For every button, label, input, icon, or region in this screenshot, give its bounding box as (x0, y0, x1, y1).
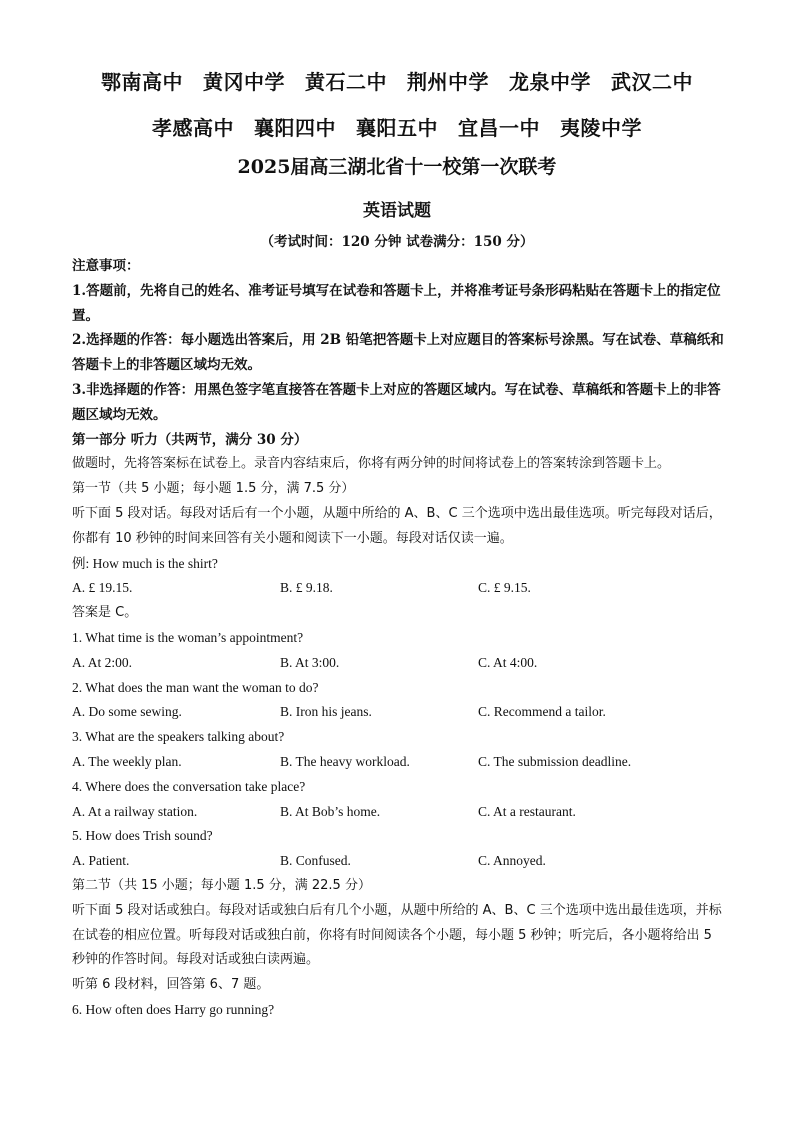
school-name: 荆州中学 (407, 70, 489, 94)
option-b: B. £ 9.18. (280, 580, 333, 596)
school-list-row-2 (0, 112, 794, 141)
section1-heading: 第一节（共 5 小题；每小题 1.5 分，满 7.5 分） (72, 481, 355, 497)
school-name: 鄂南高中 (101, 70, 183, 94)
option-b: B. The heavy workload. (280, 753, 410, 769)
question-options (72, 800, 724, 825)
question: 2. What does the man want the woman to do? (72, 679, 319, 695)
option-c: C. At 4:00. (478, 654, 538, 670)
note-item: 3.非选择题的作答：用黑色签字笔直接答在答题卡上对应的答题区域内。写在试卷、草稿纸和答题卡上的非答题区域均无效。 (72, 381, 721, 423)
school-name: 襄阳四中 (254, 116, 336, 140)
school-name: 孝感高中 (152, 116, 234, 140)
option-c: C. The submission deadline. (478, 753, 632, 769)
question: 5. How does Trish sound? (72, 828, 213, 844)
notes-heading: 注意事项： (72, 258, 140, 274)
option-b: B. At 3:00. (280, 654, 340, 670)
question: 3. What are the speakers talking about? (72, 729, 285, 745)
question-options (72, 750, 724, 775)
question-options (72, 849, 724, 874)
subject-title: 英语试题 (363, 201, 431, 221)
option-a: A. Patient. (72, 853, 130, 869)
material-note: 听第 6 段材料，回答第 6、7 题。 (72, 977, 270, 993)
option-c: C. Recommend a tailor. (478, 704, 606, 720)
school-name: 夷陵中学 (560, 116, 642, 140)
question: 4. Where does the conversation take place? (72, 778, 306, 794)
school-name: 襄阳五中 (356, 116, 438, 140)
time-info: （考试时间：120 分钟 试卷满分：150 分） (260, 234, 534, 250)
option-b: B. Iron his jeans. (280, 704, 372, 720)
section1-instruction: 听下面 5 段对话。每段对话后有一个小题，从题中所给的 A、B、C 三个选项中选出最佳选项。听完每段对话后，你都有 10 秒钟的时间来回答有关小题和阅读下一小题。每段对话仅读一遍。 (72, 505, 722, 546)
question: 6. How often does Harry go running? (72, 1001, 275, 1017)
question-options (72, 651, 724, 676)
exam-title: 2025届高三湖北省十一校第一次联考 (237, 156, 557, 178)
example-question: 例: How much is the shirt? (72, 555, 218, 571)
option-b: B. Confused. (280, 853, 351, 869)
question: 1. What time is the woman’s appointment? (72, 629, 304, 645)
note-item: 1.答题前，先将自己的姓名、准考证号填写在试卷和答题卡上，并将准考证号条形码粘贴在答题卡上的指定位置。 (72, 282, 721, 324)
option-a: A. Do some sewing. (72, 704, 182, 720)
option-a: A. £ 19.15. (72, 580, 133, 596)
option-a: A. The weekly plan. (72, 753, 182, 769)
example-options (72, 576, 724, 601)
school-list-row-1 (0, 66, 794, 95)
option-c: C. Annoyed. (478, 853, 546, 869)
school-name: 宜昌一中 (458, 116, 540, 140)
school-name: 黄冈中学 (203, 70, 285, 94)
example-answer: 答案是 C。 (72, 605, 138, 621)
option-c: C. £ 9.15. (478, 580, 531, 596)
question-options (72, 700, 724, 725)
option-c: C. At a restaurant. (478, 803, 576, 819)
note-item: 2.选择题的作答：每小题选出答案后，用 2B 铅笔把答题卡上对应题目的答案标号涂黑。写在试卷、草稿纸和答题卡上的非答题区域均无效。 (72, 332, 724, 374)
section2-instruction: 听下面 5 段对话或独白。每段对话或独白后有几个小题，从题中所给的 A、B、C 三个选项中选出最佳选项，并标在试卷的相应位置。听每段对话或独白前，你将有时间阅读各个小题，每小题 5 秒钟；听完后，各小题将给出 5 秒钟的作答时间。每段对话或独白读两遍。 (72, 902, 722, 968)
option-a: A. At 2:00. (72, 654, 133, 670)
part1-instruction: 做题时，先将答案标在试卷上。录音内容结束后，你将有两分钟的时间将试卷上的答案转涂到答题卡上。 (72, 456, 671, 472)
school-name: 武汉二中 (611, 70, 693, 94)
school-name: 黄石二中 (305, 70, 387, 94)
part1-heading: 第一部分 听力（共两节，满分 30 分） (72, 431, 308, 448)
exam-body (72, 254, 724, 1023)
option-b: B. At Bob’s home. (280, 803, 381, 819)
section2-heading: 第二节（共 15 小题；每小题 1.5 分，满 22.5 分） (72, 877, 371, 893)
school-name: 龙泉中学 (509, 70, 591, 94)
option-a: A. At a railway station. (72, 803, 198, 819)
